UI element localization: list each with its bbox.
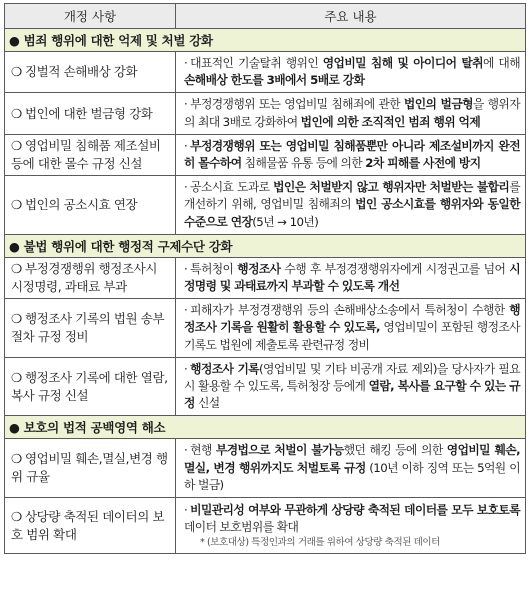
table-row: [5, 498, 526, 554]
item-bullet: ❍: [11, 508, 22, 524]
desc-text: (5년 → 10년): [252, 214, 319, 229]
revision-item: [5, 93, 176, 134]
desc-bullet: ·: [184, 180, 188, 195]
desc-bullet: ·: [184, 303, 188, 318]
desc-bullet: ·: [184, 502, 188, 517]
item-bullet: ❍: [11, 64, 22, 80]
table-row: [5, 357, 526, 416]
section-title-text: 보호의 법적 공백영역 해소: [23, 420, 166, 436]
main-content-cell: [176, 176, 526, 235]
revision-item: [5, 439, 176, 498]
section-title: [5, 234, 526, 257]
section-title: [5, 416, 526, 439]
desc-text: (영업비밀 및 기타 비공개 자료 제외)을 당사자가 필요시 활용할 수 있도록, 특허청장 등에게: [184, 361, 520, 394]
desc-text: 했던 해킹 등에 의한: [343, 443, 447, 458]
section-title-text: 범죄 행위에 대한 억제 및 처벌 강화: [23, 33, 213, 48]
header-main-content: 주요 내용: [176, 4, 526, 29]
item-bullet: ❍: [11, 451, 22, 467]
section-bullet: ●: [9, 238, 20, 254]
revision-item: [5, 257, 176, 298]
desc-text: 특허청이: [190, 261, 238, 276]
emphasis-text: 영업비밀 훼손, 멸실, 변경 행위까지도 처벌토록 규정: [184, 443, 520, 475]
revision-item-text: 행정조사 기록의 법원 송부 절차 규정 정비: [11, 311, 165, 345]
section-title-text: 불법 행위에 대한 행정적 구제수단 강화: [23, 238, 233, 254]
table-row: [5, 439, 526, 498]
desc-text: 데이터 보호범위를 확대: [184, 520, 299, 535]
section-row: [5, 234, 526, 257]
table-row: [5, 299, 526, 358]
emphasis-text: 법인의 벌금형: [403, 97, 473, 112]
revision-item-text: 법인의 공소시효 연장: [25, 197, 138, 213]
emphasis-text: 부정경쟁행위 또는 영업비밀 침해품뿐만 아니라 제조설비까지 완전히 몰수하여: [184, 138, 520, 171]
desc-bullet: ·: [184, 138, 188, 153]
desc-text: 영업비밀이 포함된 행정조사 기록도 법원에 제출토록 관련규정 정비: [184, 320, 520, 352]
revision-item: [5, 498, 176, 554]
section-bullet: ●: [9, 420, 20, 436]
main-content-cell: [176, 52, 526, 93]
table-header-row: [5, 4, 526, 29]
desc-text: 부정경쟁행위 또는 영업비밀 침해죄에 관한: [190, 97, 404, 112]
item-bullet: ❍: [11, 311, 22, 327]
revision-item-text: 영업비밀 침해품 제조설비 등에 대한 몰수 규정 신설: [11, 138, 161, 172]
item-bullet: ❍: [11, 261, 22, 277]
section-bullet: ●: [9, 33, 20, 48]
section-title: [5, 29, 526, 52]
item-bullet: ❍: [11, 105, 22, 121]
reform-table: [4, 3, 526, 554]
table-row: [5, 176, 526, 235]
emphasis-text: 법인은 처벌받지 않고 행위자만 처벌받는 불합리: [273, 180, 510, 195]
table-row: [5, 52, 526, 93]
desc-text: 신설: [194, 396, 220, 411]
desc-text: 피해자가 부정경쟁행위 등의 손해배상소송에서 특허청이 수행한: [190, 303, 510, 318]
table-row: [5, 134, 526, 175]
emphasis-text: 2차 피해를 사전에 방지: [365, 156, 481, 171]
item-bullet: ❍: [11, 197, 22, 213]
desc-text: 을 행위자의 최대 3배로 강화하여: [184, 97, 520, 129]
item-bullet: ❍: [11, 138, 22, 154]
revision-item-text: 영업비밀 훼손,멸실,변경 행위 규율: [11, 451, 168, 485]
section-row: [5, 416, 526, 439]
main-content-cell: [176, 439, 526, 498]
revision-item: [5, 52, 176, 93]
revision-item-text: 법인에 대한 벌금형 강화: [25, 105, 153, 121]
desc-bullet: ·: [184, 97, 188, 112]
revision-item: [5, 299, 176, 358]
section-row: [5, 29, 526, 52]
revision-item-text: 부정경쟁행위 행정조사시 시정명령, 과태료 부과: [11, 261, 157, 295]
main-content-cell: [176, 357, 526, 416]
revision-item-text: 징벌적 손해배상 강화: [25, 64, 138, 80]
emphasis-text: 부경법으로 처벌이 불가능: [215, 443, 344, 458]
main-content-cell: [176, 498, 526, 554]
desc-bullet: ·: [184, 56, 188, 70]
footnote: * (보호대상) 특정인과의 거래를 위하여 상당량 축적된 데이터: [200, 537, 440, 549]
desc-bullet: ·: [184, 361, 188, 376]
desc-bullet: ·: [184, 261, 188, 276]
emphasis-text: 행정조사 기록을 원활히 활용할 수 있도록,: [184, 303, 520, 335]
table-row: [5, 93, 526, 134]
emphasis-text: 행정조사: [237, 261, 281, 276]
revision-item: [5, 176, 176, 235]
main-content-cell: [176, 93, 526, 134]
emphasis-text: 시정명령 및 과태료까지 부과할 수 있도록 개선: [184, 261, 520, 294]
emphasis-text: 손해배상 한도를 3배에서 5배로 강화: [184, 73, 365, 88]
main-content-cell: [176, 299, 526, 358]
main-content-cell: [176, 257, 526, 298]
table-row: [5, 257, 526, 298]
desc-text: 에 대해: [482, 56, 520, 70]
revision-item: [5, 357, 176, 416]
emphasis-text: 행정조사 기록: [190, 361, 260, 376]
emphasis-text: 영업비밀 침해 및 아이디어 탈취: [322, 56, 483, 70]
desc-text: 현행: [190, 443, 216, 458]
revision-item-text: 상당량 축적된 데이터의 보호 범위 확대: [11, 508, 165, 542]
desc-text: 침해물품 유통 등에 의한: [241, 156, 366, 171]
header-revision: 개정 사항: [5, 4, 176, 29]
desc-text: 를 개선하기 위해, 영업비밀 침해죄의: [184, 180, 520, 212]
revision-item: [5, 134, 176, 175]
desc-bullet: ·: [184, 443, 188, 458]
emphasis-text: 열람, 복사를 요구할 수 있는 규정: [184, 379, 520, 411]
desc-text: 수행 후 부정경쟁행위자에게 시정권고를 넘어: [280, 261, 510, 276]
desc-text: (10년 이하 징역 또는 5억원 이하 벌금): [184, 460, 521, 492]
desc-text: 공소시효 도과로: [190, 180, 274, 195]
emphasis-text: 비밀관리성 여부와 무관하게 상당량 축적된 데이터를 모두 보호토록: [190, 502, 520, 517]
item-bullet: ❍: [11, 369, 22, 385]
revision-item-text: 행정조사 기록에 대한 열람, 복사 규정 신설: [11, 369, 168, 403]
emphasis-text: 법인에 의한 조직적인 범죄 행위 억제: [300, 114, 481, 129]
emphasis-text: 법인 공소시효를 행위자와 동일한 수준으로 연장: [184, 197, 520, 229]
main-content-cell: [176, 134, 526, 175]
desc-text: 대표적인 기술탈취 행위인: [190, 56, 323, 70]
